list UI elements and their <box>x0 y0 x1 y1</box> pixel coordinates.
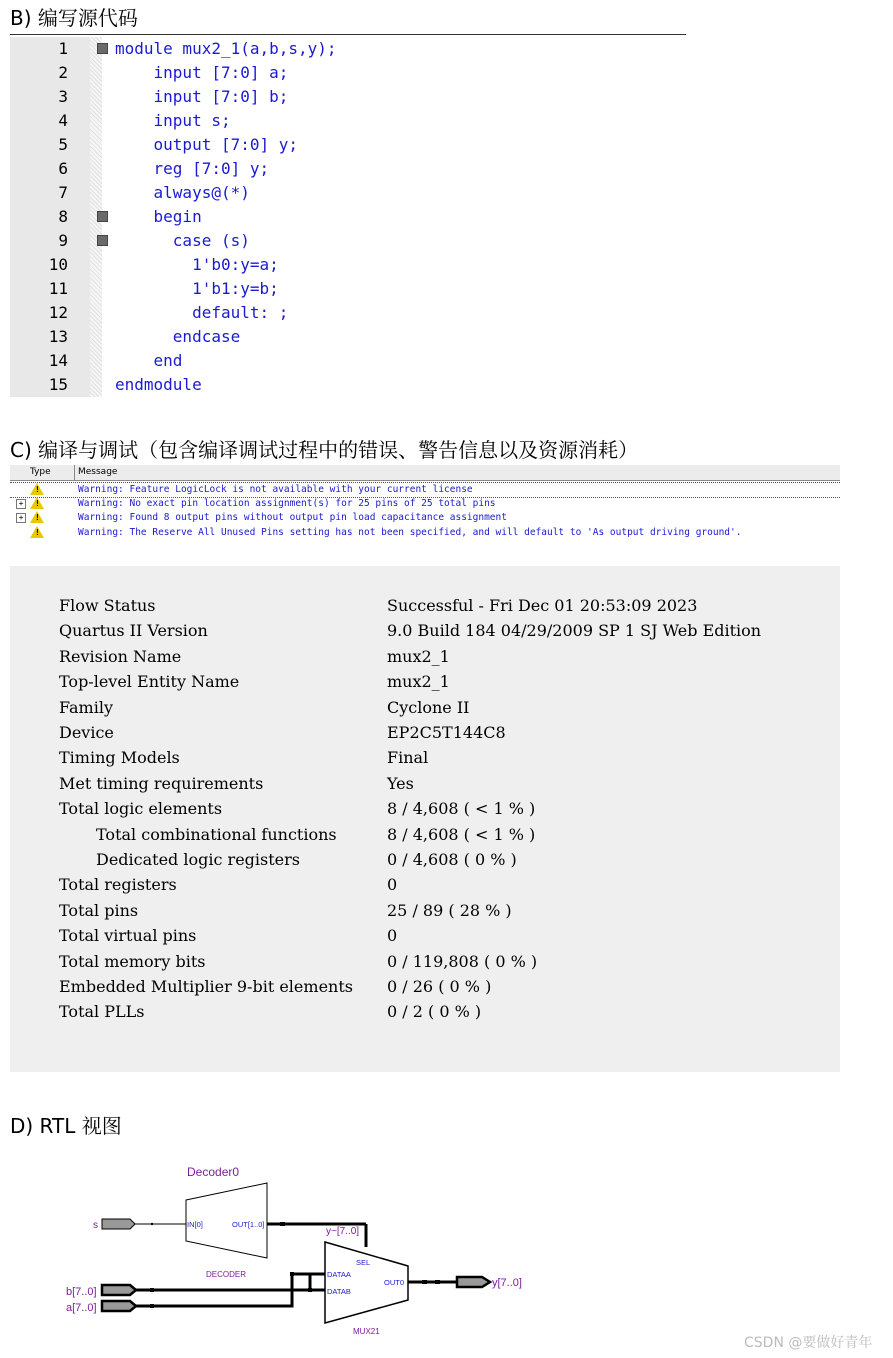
summary-value: Cyclone II <box>387 697 470 717</box>
code-line[interactable] <box>10 181 686 205</box>
line-number: 4 <box>58 111 68 130</box>
message-text: Warning: Found 8 output pins without output pin load capacitance assignment <box>78 512 507 523</box>
line-number: 6 <box>58 159 68 178</box>
code-line[interactable] <box>10 253 686 277</box>
summary-value: Yes <box>387 773 414 793</box>
wire-node <box>150 1288 154 1292</box>
summary-row <box>10 847 840 872</box>
input-a-label: a[7..0] <box>66 1302 97 1314</box>
line-number: 5 <box>58 135 68 154</box>
code-text: end <box>115 351 183 370</box>
summary-row <box>10 771 840 796</box>
message-row[interactable] <box>10 526 840 540</box>
input-s-port[interactable] <box>102 1219 135 1229</box>
section-heading-compile: C) 编译与调试（包含编译调试过程中的错误、警告信息以及资源消耗） <box>10 438 639 462</box>
line-number: 2 <box>58 63 68 82</box>
summary-label: Device <box>59 723 114 742</box>
code-line[interactable] <box>10 229 686 253</box>
summary-label: Total combinational functions <box>96 824 337 844</box>
summary-row <box>10 644 840 669</box>
summary-label: Embedded Multiplier 9-bit elements <box>59 977 353 996</box>
mux-out-port: OUT0 <box>384 1278 405 1287</box>
summary-value: 0 / 4,608 ( 0 % ) <box>387 850 517 869</box>
summary-label: Total registers <box>59 875 177 895</box>
input-b-port[interactable] <box>102 1285 136 1295</box>
column-separator[interactable] <box>74 465 75 480</box>
summary-label: Timing Models <box>59 748 180 768</box>
messages-header <box>10 465 840 481</box>
code-line[interactable] <box>10 373 686 397</box>
summary-label: Total pins <box>59 900 139 920</box>
code-text: reg [7:0] y; <box>115 159 270 178</box>
summary-row <box>10 720 840 745</box>
code-line[interactable] <box>10 349 686 373</box>
summary-value: Successful - Fri Dec 01 20:53:09 2023 <box>387 596 698 615</box>
message-text: Warning: The Reserve All Unused Pins setting has not been specified, and will default to 'As output driving ground'. <box>78 526 742 538</box>
summary-row <box>10 669 840 694</box>
summary-value: 9.0 Build 184 04/29/2009 SP 1 SJ Web Edition <box>387 621 762 641</box>
code-text: module mux2_1(a,b,s,y); <box>115 39 337 58</box>
code-text: output [7:0] y; <box>115 135 299 154</box>
code-text: input s; <box>115 111 231 130</box>
summary-value: EP2C5T144C8 <box>387 723 506 742</box>
line-number: 14 <box>48 351 68 370</box>
summary-value: 0 <box>387 926 398 946</box>
message-text: Warning: No exact pin location assignment(s) for 25 pins of 25 total pins <box>78 497 496 509</box>
code-text: always@(*) <box>115 183 250 202</box>
code-line[interactable] <box>10 109 686 133</box>
line-number: 3 <box>58 87 68 106</box>
summary-label: Flow Status <box>59 596 156 615</box>
rtl-viewer <box>10 1150 650 1350</box>
summary-value: mux2_1 <box>387 646 450 666</box>
summary-label: Total memory bits <box>59 951 206 971</box>
wire-node <box>280 1222 285 1226</box>
fold-toggle-icon[interactable] <box>97 211 108 222</box>
line-number: 11 <box>48 279 68 298</box>
code-text: begin <box>115 207 202 226</box>
messages-window <box>10 465 840 541</box>
section-heading-source-code: B) 编写源代码 <box>10 6 138 30</box>
summary-row <box>10 822 840 847</box>
section-heading-rtl: D) RTL 视图 <box>10 1114 122 1138</box>
summary-value: 25 / 89 ( 28 % ) <box>387 900 512 920</box>
line-number: 12 <box>48 303 68 322</box>
code-text: 1'b1:y=b; <box>115 279 279 298</box>
decoder-in-port: IN[0] <box>187 1220 203 1229</box>
summary-row <box>10 974 840 999</box>
summary-value: mux2_1 <box>387 672 450 692</box>
code-line[interactable] <box>10 277 686 301</box>
wire-node <box>150 1304 154 1308</box>
input-a-port[interactable] <box>102 1301 136 1311</box>
summary-label: Total logic elements <box>59 799 223 819</box>
summary-row <box>10 923 840 948</box>
code-line[interactable] <box>10 37 686 61</box>
summary-row <box>10 872 840 897</box>
summary-label: Dedicated logic registers <box>96 850 300 869</box>
input-b-label: b[7..0] <box>66 1286 97 1298</box>
net-y-label: y~[7..0] <box>326 1226 360 1237</box>
summary-value: 0 / 2 ( 0 % ) <box>387 1002 482 1022</box>
code-text: default: ; <box>115 303 289 322</box>
code-text: input [7:0] a; <box>115 63 289 82</box>
summary-row <box>10 898 840 923</box>
code-text: case (s) <box>115 231 250 250</box>
warning-icon: ! <box>30 497 44 509</box>
code-text: 1'b0:y=a; <box>115 255 279 274</box>
line-number: 15 <box>48 375 68 394</box>
column-header-message[interactable]: Message <box>78 467 118 477</box>
line-number: 10 <box>48 255 68 274</box>
summary-row <box>10 796 840 821</box>
line-number: 13 <box>48 327 68 346</box>
wire-node <box>422 1280 427 1284</box>
summary-row <box>10 593 840 618</box>
decoder-type-label: DECODER <box>206 1270 247 1279</box>
summary-row <box>10 618 840 643</box>
summary-value: 8 / 4,608 ( < 1 % ) <box>387 799 536 819</box>
summary-label: Met timing requirements <box>59 773 264 793</box>
message-row[interactable] <box>10 497 840 511</box>
code-line[interactable] <box>10 157 686 181</box>
mux-dataa-port: DATAA <box>327 1270 351 1279</box>
line-number: 7 <box>58 183 68 202</box>
line-number: 9 <box>58 231 68 250</box>
mux-datab-port: DATAB <box>327 1287 351 1296</box>
summary-value: 0 / 26 ( 0 % ) <box>387 977 492 996</box>
code-editor[interactable] <box>10 37 686 397</box>
message-text: Warning: Feature LogicLock is not available with your current license <box>78 484 473 495</box>
summary-value: 8 / 4,608 ( < 1 % ) <box>387 824 536 844</box>
code-line[interactable] <box>10 325 686 349</box>
summary-row <box>10 949 840 974</box>
summary-value: Final <box>387 748 429 768</box>
decoder-out-port: OUT[1..0] <box>232 1220 265 1229</box>
expand-icon[interactable]: + <box>16 513 26 523</box>
message-row[interactable] <box>10 511 840 525</box>
summary-value: 0 / 119,808 ( 0 % ) <box>387 951 538 971</box>
code-line[interactable] <box>10 301 686 325</box>
expand-icon[interactable]: + <box>16 499 26 509</box>
line-number: 1 <box>58 39 68 58</box>
wire-node <box>435 1280 440 1284</box>
summary-row <box>10 695 840 720</box>
mux-sel-port: SEL <box>356 1258 371 1267</box>
summary-label: Total virtual pins <box>59 926 197 946</box>
summary-row <box>10 999 840 1024</box>
code-text: endmodule <box>115 375 202 394</box>
code-line[interactable] <box>10 61 686 85</box>
code-text: endcase <box>115 327 241 346</box>
summary-label: Quartus II Version <box>59 621 208 641</box>
fold-toggle-icon[interactable] <box>97 235 108 246</box>
warning-icon: ! <box>30 526 44 538</box>
fold-toggle-icon[interactable] <box>97 43 108 54</box>
column-header-type[interactable]: Type <box>30 467 51 477</box>
summary-label: Revision Name <box>59 646 182 666</box>
decoder-title: Decoder0 <box>187 1165 240 1179</box>
summary-label: Total PLLs <box>59 1002 145 1022</box>
wire-node <box>308 1288 312 1292</box>
output-y-label: y[7..0] <box>492 1277 522 1289</box>
code-line[interactable] <box>10 133 686 157</box>
flow-summary-panel <box>10 566 840 1072</box>
wire-node <box>290 1272 294 1276</box>
summary-row <box>10 745 840 770</box>
summary-label: Family <box>59 697 113 717</box>
heading-underline <box>10 34 686 35</box>
code-line[interactable] <box>10 85 686 109</box>
summary-label: Top-level Entity Name <box>59 672 240 692</box>
code-text: input [7:0] b; <box>115 87 289 106</box>
code-line[interactable] <box>10 205 686 229</box>
warning-icon: ! <box>30 483 44 495</box>
wire-node <box>151 1223 153 1225</box>
warning-icon: ! <box>30 511 44 523</box>
mux-type-label: MUX21 <box>353 1327 380 1336</box>
input-s-label: s <box>93 1220 98 1231</box>
line-number: 8 <box>58 207 68 226</box>
watermark: CSDN @要做好青年 <box>744 1335 873 1351</box>
output-y-port[interactable] <box>457 1277 490 1287</box>
summary-value: 0 <box>387 875 398 895</box>
